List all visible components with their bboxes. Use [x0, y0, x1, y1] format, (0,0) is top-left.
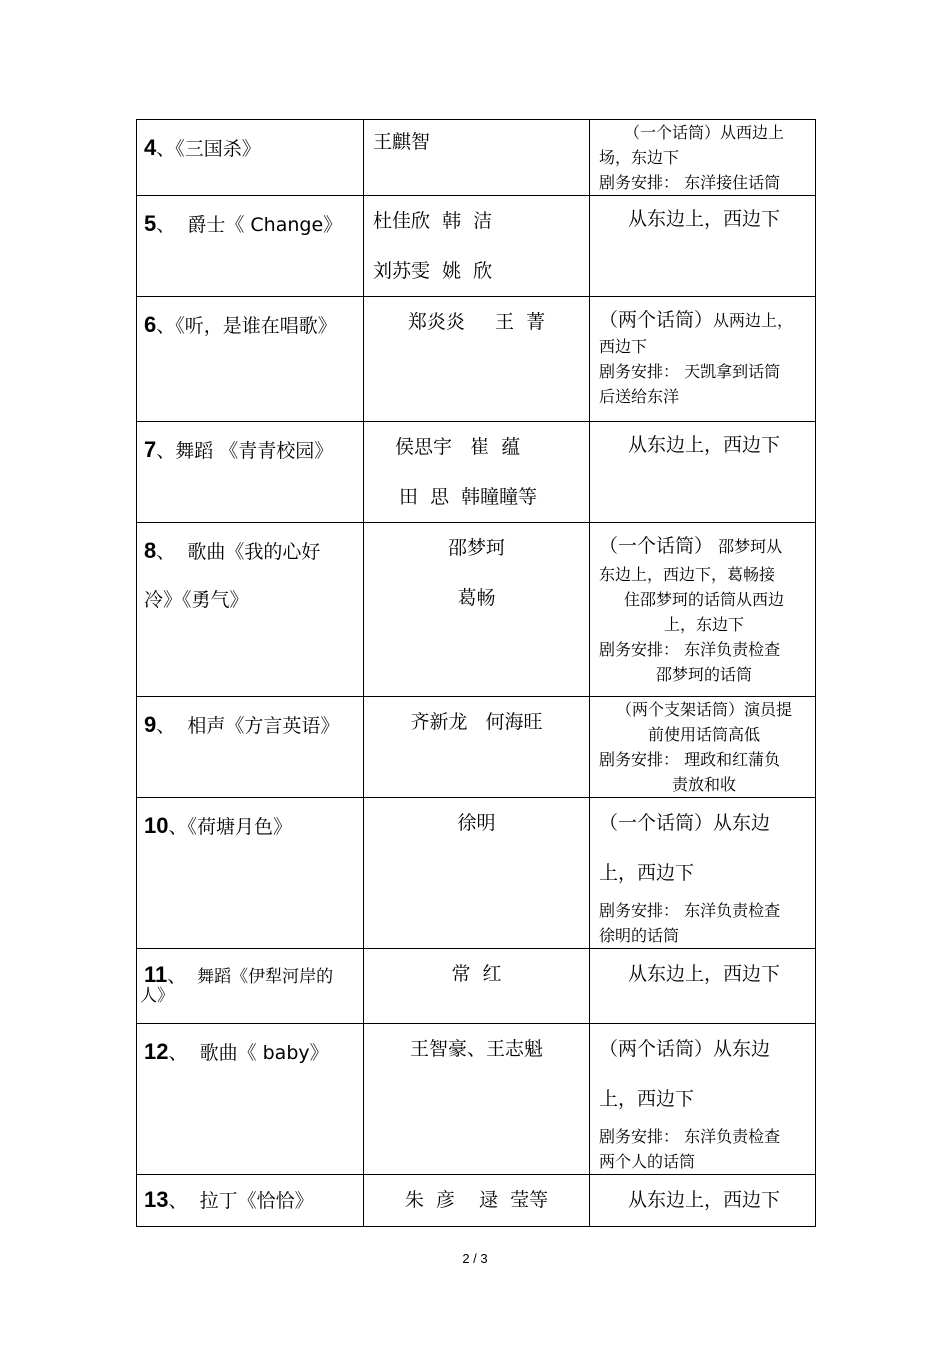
program-cell — [137, 422, 364, 523]
program-number: 11 — [144, 962, 168, 987]
performer-line: 郑炎炎 王 菁 — [407, 311, 546, 333]
stage-line: 上，西边下 — [599, 862, 695, 884]
performer-cell — [364, 196, 590, 297]
program-title: 《荷塘月色》 — [187, 816, 293, 838]
stage-line: 场，东边下 — [599, 148, 680, 167]
stage-line: （两个话筒） — [599, 309, 714, 331]
program-separator: 、 — [168, 1042, 188, 1064]
program-separator: 、 — [168, 816, 188, 838]
stage-line: 责放和收 — [671, 775, 736, 794]
stage-cell — [590, 949, 816, 1024]
program-cell — [137, 949, 364, 1024]
program-title-continued: 冷》《勇气》 — [144, 589, 249, 611]
program-number: 13 — [144, 1187, 169, 1212]
performer-line: 邵梦珂 — [447, 537, 505, 559]
stage-cell — [590, 422, 816, 523]
table-row — [137, 1175, 816, 1227]
program-title: 歌曲《 baby》 — [187, 1042, 329, 1064]
stage-line: 邵梦珂的话筒 — [655, 665, 752, 684]
program-number: 7 — [144, 437, 157, 462]
performer-line: 齐新龙 何海旺 — [410, 711, 543, 733]
program-cell — [137, 523, 364, 697]
stage-line: （一个话筒）从东边 — [599, 812, 771, 834]
performer-cell — [364, 422, 590, 523]
stage-line: （一个话筒） — [599, 535, 714, 557]
performer-line: 田 思 韩瞳瞳等 — [399, 486, 538, 508]
program-cell — [137, 1024, 364, 1175]
table-row — [137, 120, 816, 196]
performer-cell — [364, 697, 590, 798]
stage-cell — [590, 523, 816, 697]
stage-line: 两个人的话筒 — [599, 1152, 696, 1171]
table-row — [137, 422, 816, 523]
program-number: 10 — [144, 813, 169, 838]
performer-line: 葛畅 — [457, 587, 496, 609]
program-title: 舞蹈《伊犁河岸的 — [186, 967, 334, 987]
performer-cell — [364, 120, 590, 196]
stage-line: 后送给东洋 — [599, 387, 680, 406]
table-row — [137, 949, 816, 1024]
program-title: 《三国杀》 — [175, 138, 261, 160]
program-separator: 、 — [156, 715, 176, 737]
performer-line: 王麒智 — [373, 131, 431, 153]
program-separator: 、 — [156, 138, 176, 160]
program-title: 歌曲《我的心好 — [175, 541, 321, 563]
program-title: 爵士《 Change》 — [175, 214, 343, 236]
program-cell — [137, 196, 364, 297]
table-row — [137, 798, 816, 949]
program-number: 5 — [144, 211, 157, 236]
table-row — [137, 297, 816, 422]
performer-line: 侯思宇 崔 蕴 — [395, 436, 521, 458]
program-title: 拉丁《恰恰》 — [187, 1190, 314, 1212]
stage-line: 西边下 — [599, 337, 648, 356]
stage-line: 从东边上，西边下 — [627, 1189, 780, 1211]
stage-line: 从东边上，西边下 — [627, 208, 780, 230]
program-cell — [137, 1175, 364, 1227]
stage-cell — [590, 697, 816, 798]
stage-cell — [590, 1175, 816, 1227]
stage-line: 从东边上，西边下 — [627, 963, 780, 985]
program-number: 8 — [144, 538, 157, 563]
program-separator: 、 — [168, 1190, 188, 1212]
performer-cell — [364, 1024, 590, 1175]
stage-line: 剧务安排： 东洋接住话筒 — [599, 173, 781, 192]
stage-line: 剧务安排： 理政和红蒲负 — [599, 750, 781, 769]
performer-line: 徐明 — [457, 812, 496, 834]
performer-cell — [364, 798, 590, 949]
table-row — [137, 697, 816, 798]
performer-line: 王智豪、王志魁 — [409, 1038, 543, 1060]
stage-line: 上，东边下 — [663, 615, 744, 634]
program-separator: 、 — [156, 541, 176, 563]
table-row — [137, 1024, 816, 1175]
stage-line: 剧务安排： 东洋负责检查 — [599, 1127, 781, 1146]
stage-line: 上，西边下 — [599, 1088, 695, 1110]
stage-line: （两个支架话筒）演员提 — [615, 700, 792, 719]
table-row — [137, 196, 816, 297]
performer-line: 常 红 — [451, 963, 502, 985]
program-separator: 、 — [156, 440, 176, 462]
program-title: 相声《方言英语》 — [175, 715, 340, 737]
stage-cell — [590, 798, 816, 949]
program-number: 6 — [144, 312, 157, 337]
stage-line: 从两边上， — [713, 311, 794, 330]
stage-cell — [590, 1024, 816, 1175]
performer-line: 杜佳欣 韩 洁 — [373, 210, 493, 232]
stage-line: 剧务安排： 天凯拿到话筒 — [599, 362, 781, 381]
stage-cell — [590, 297, 816, 422]
stage-line: 剧务安排： 东洋负责检查 — [599, 640, 781, 659]
stage-line: 东边上，西边下，葛畅接 — [599, 565, 776, 584]
program-cell — [137, 120, 364, 196]
program-title: 《听，是谁在唱歌》 — [175, 315, 337, 337]
program-cell — [137, 798, 364, 949]
program-title: 舞蹈 《青青校园》 — [175, 440, 334, 462]
program-separator: 、 — [167, 965, 187, 987]
stage-line: 前使用话筒高低 — [647, 725, 760, 744]
stage-cell — [590, 120, 816, 196]
program-title-continued: 人》 — [140, 986, 174, 1006]
stage-line: 住邵梦珂的话筒从西边 — [623, 590, 784, 609]
program-separator: 、 — [156, 214, 176, 236]
program-number: 4 — [144, 135, 157, 160]
program-table — [136, 119, 816, 1227]
performer-line: 朱 彦 逯 莹等 — [404, 1189, 549, 1211]
stage-line: 邵梦珂从 — [713, 537, 783, 556]
performer-line: 刘苏雯 姚 欣 — [373, 260, 493, 282]
stage-line: 从东边上，西边下 — [627, 434, 780, 456]
performer-cell — [364, 297, 590, 422]
program-number: 9 — [144, 712, 157, 737]
stage-line: 徐明的话筒 — [599, 926, 680, 945]
performer-cell — [364, 1175, 590, 1227]
stage-cell — [590, 196, 816, 297]
stage-line: 剧务安排： 东洋负责检查 — [599, 901, 781, 920]
page-number: 2 / 3 — [462, 1251, 488, 1266]
program-separator: 、 — [156, 315, 176, 337]
program-number: 12 — [144, 1039, 169, 1064]
performer-cell — [364, 523, 590, 697]
stage-line: （一个话筒）从西边上 — [623, 123, 784, 142]
program-cell — [137, 297, 364, 422]
table-row — [137, 523, 816, 697]
program-cell — [137, 697, 364, 798]
performer-cell — [364, 949, 590, 1024]
stage-line: （两个话筒）从东边 — [599, 1038, 771, 1060]
